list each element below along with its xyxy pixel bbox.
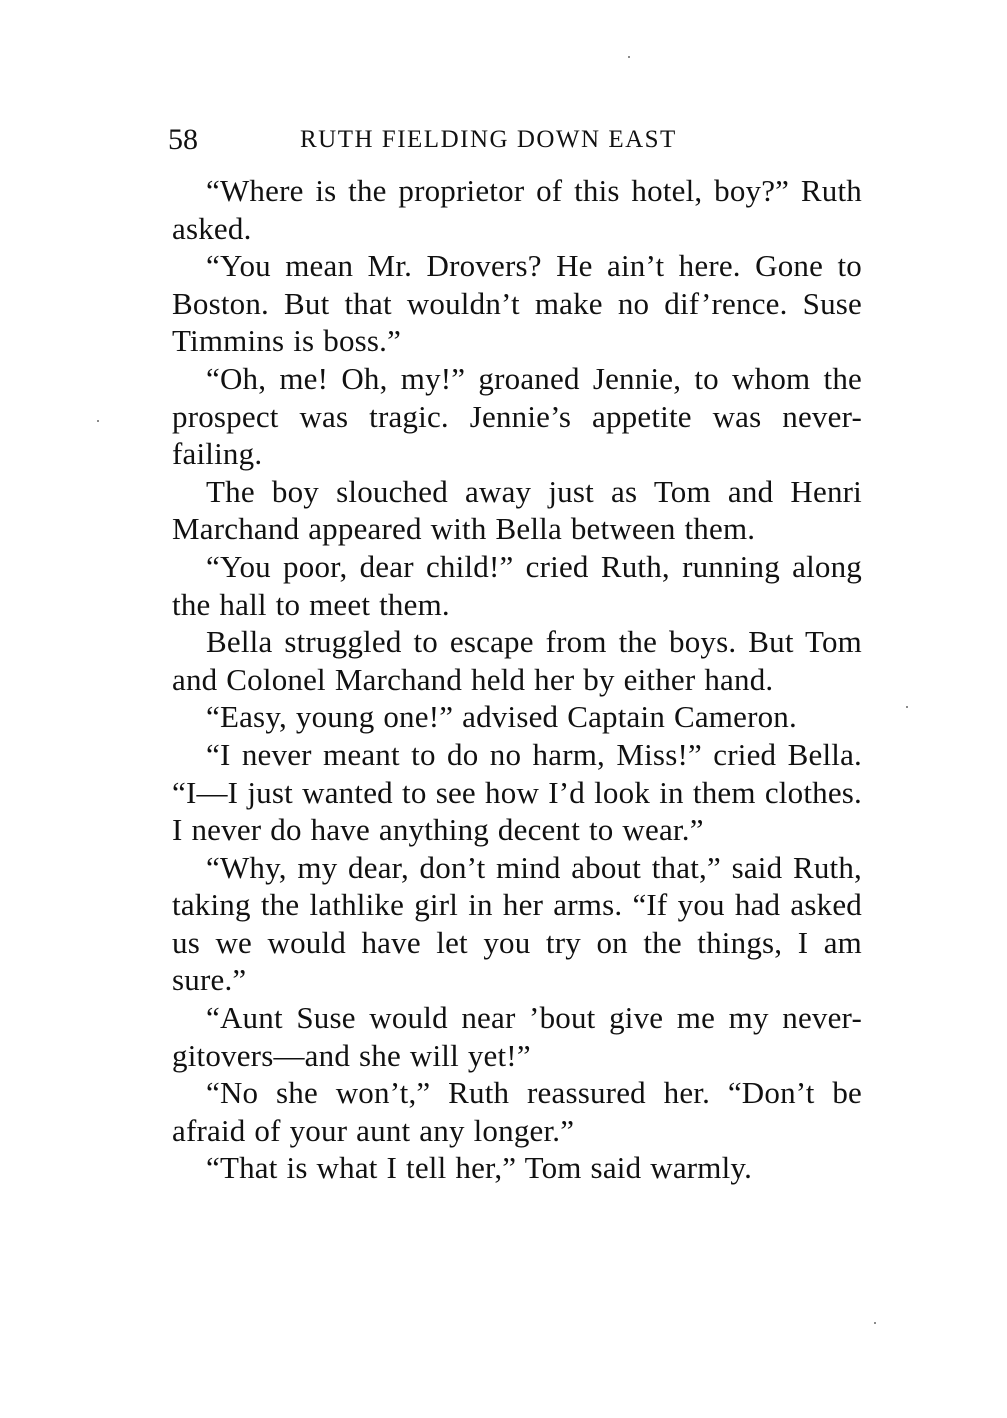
- paragraph: “That is what I tell her,” Tom said warmly.: [206, 1150, 753, 1186]
- paragraph: “You poor, dear child!” cried Ruth, running along the hall to meet them.: [172, 548, 862, 622]
- page-number: 58: [168, 123, 198, 156]
- paragraph: “No she won’t,” Ruth reassured her. “Don’t be afraid of your aunt any longer.”: [172, 1075, 862, 1148]
- scan-speck: [628, 56, 630, 58]
- paragraph: “You mean Mr. Drovers? He ain’t here. Gone to Boston. But that wouldn’t make no dif’rence. Suse Timmins is boss.”: [172, 248, 862, 359]
- body-text: [172, 172, 862, 1187]
- scan-speck: [874, 1322, 876, 1324]
- running-header: [168, 120, 868, 160]
- paragraph: “Where is the proprietor of this hotel, boy?” Ruth asked.: [172, 173, 862, 246]
- running-title: RUTH FIELDING DOWN EAST: [300, 126, 677, 153]
- paragraph: “I never meant to do no harm, Miss!” cried Bella. “I—I just wanted to see how I’d look in them clothes. I never do have anything decent to wear.”: [172, 736, 862, 848]
- paragraph: “Aunt Suse would near ’bout give me my never-gitovers—and she will yet!”: [172, 1000, 862, 1073]
- paragraph: Bella struggled to escape from the boys. But Tom and Colonel Marchand held her by either hand.: [172, 624, 862, 697]
- paragraph: “Why, my dear, don’t mind about that,” said Ruth, taking the lathlike girl in her arms. “If you had asked us we would have let you try on the things, I am sure.”: [172, 849, 862, 998]
- paragraph: “Easy, young one!” advised Captain Cameron.: [206, 699, 797, 735]
- scan-speck: [97, 420, 99, 422]
- paragraph: “Oh, me! Oh, my!” groaned Jennie, to whom the prospect was tragic. Jennie’s appetite was never-failing.: [172, 360, 862, 472]
- scan-speck: [906, 706, 908, 708]
- paragraph: The boy slouched away just as Tom and Henri Marchand appeared with Bella between them.: [172, 473, 862, 547]
